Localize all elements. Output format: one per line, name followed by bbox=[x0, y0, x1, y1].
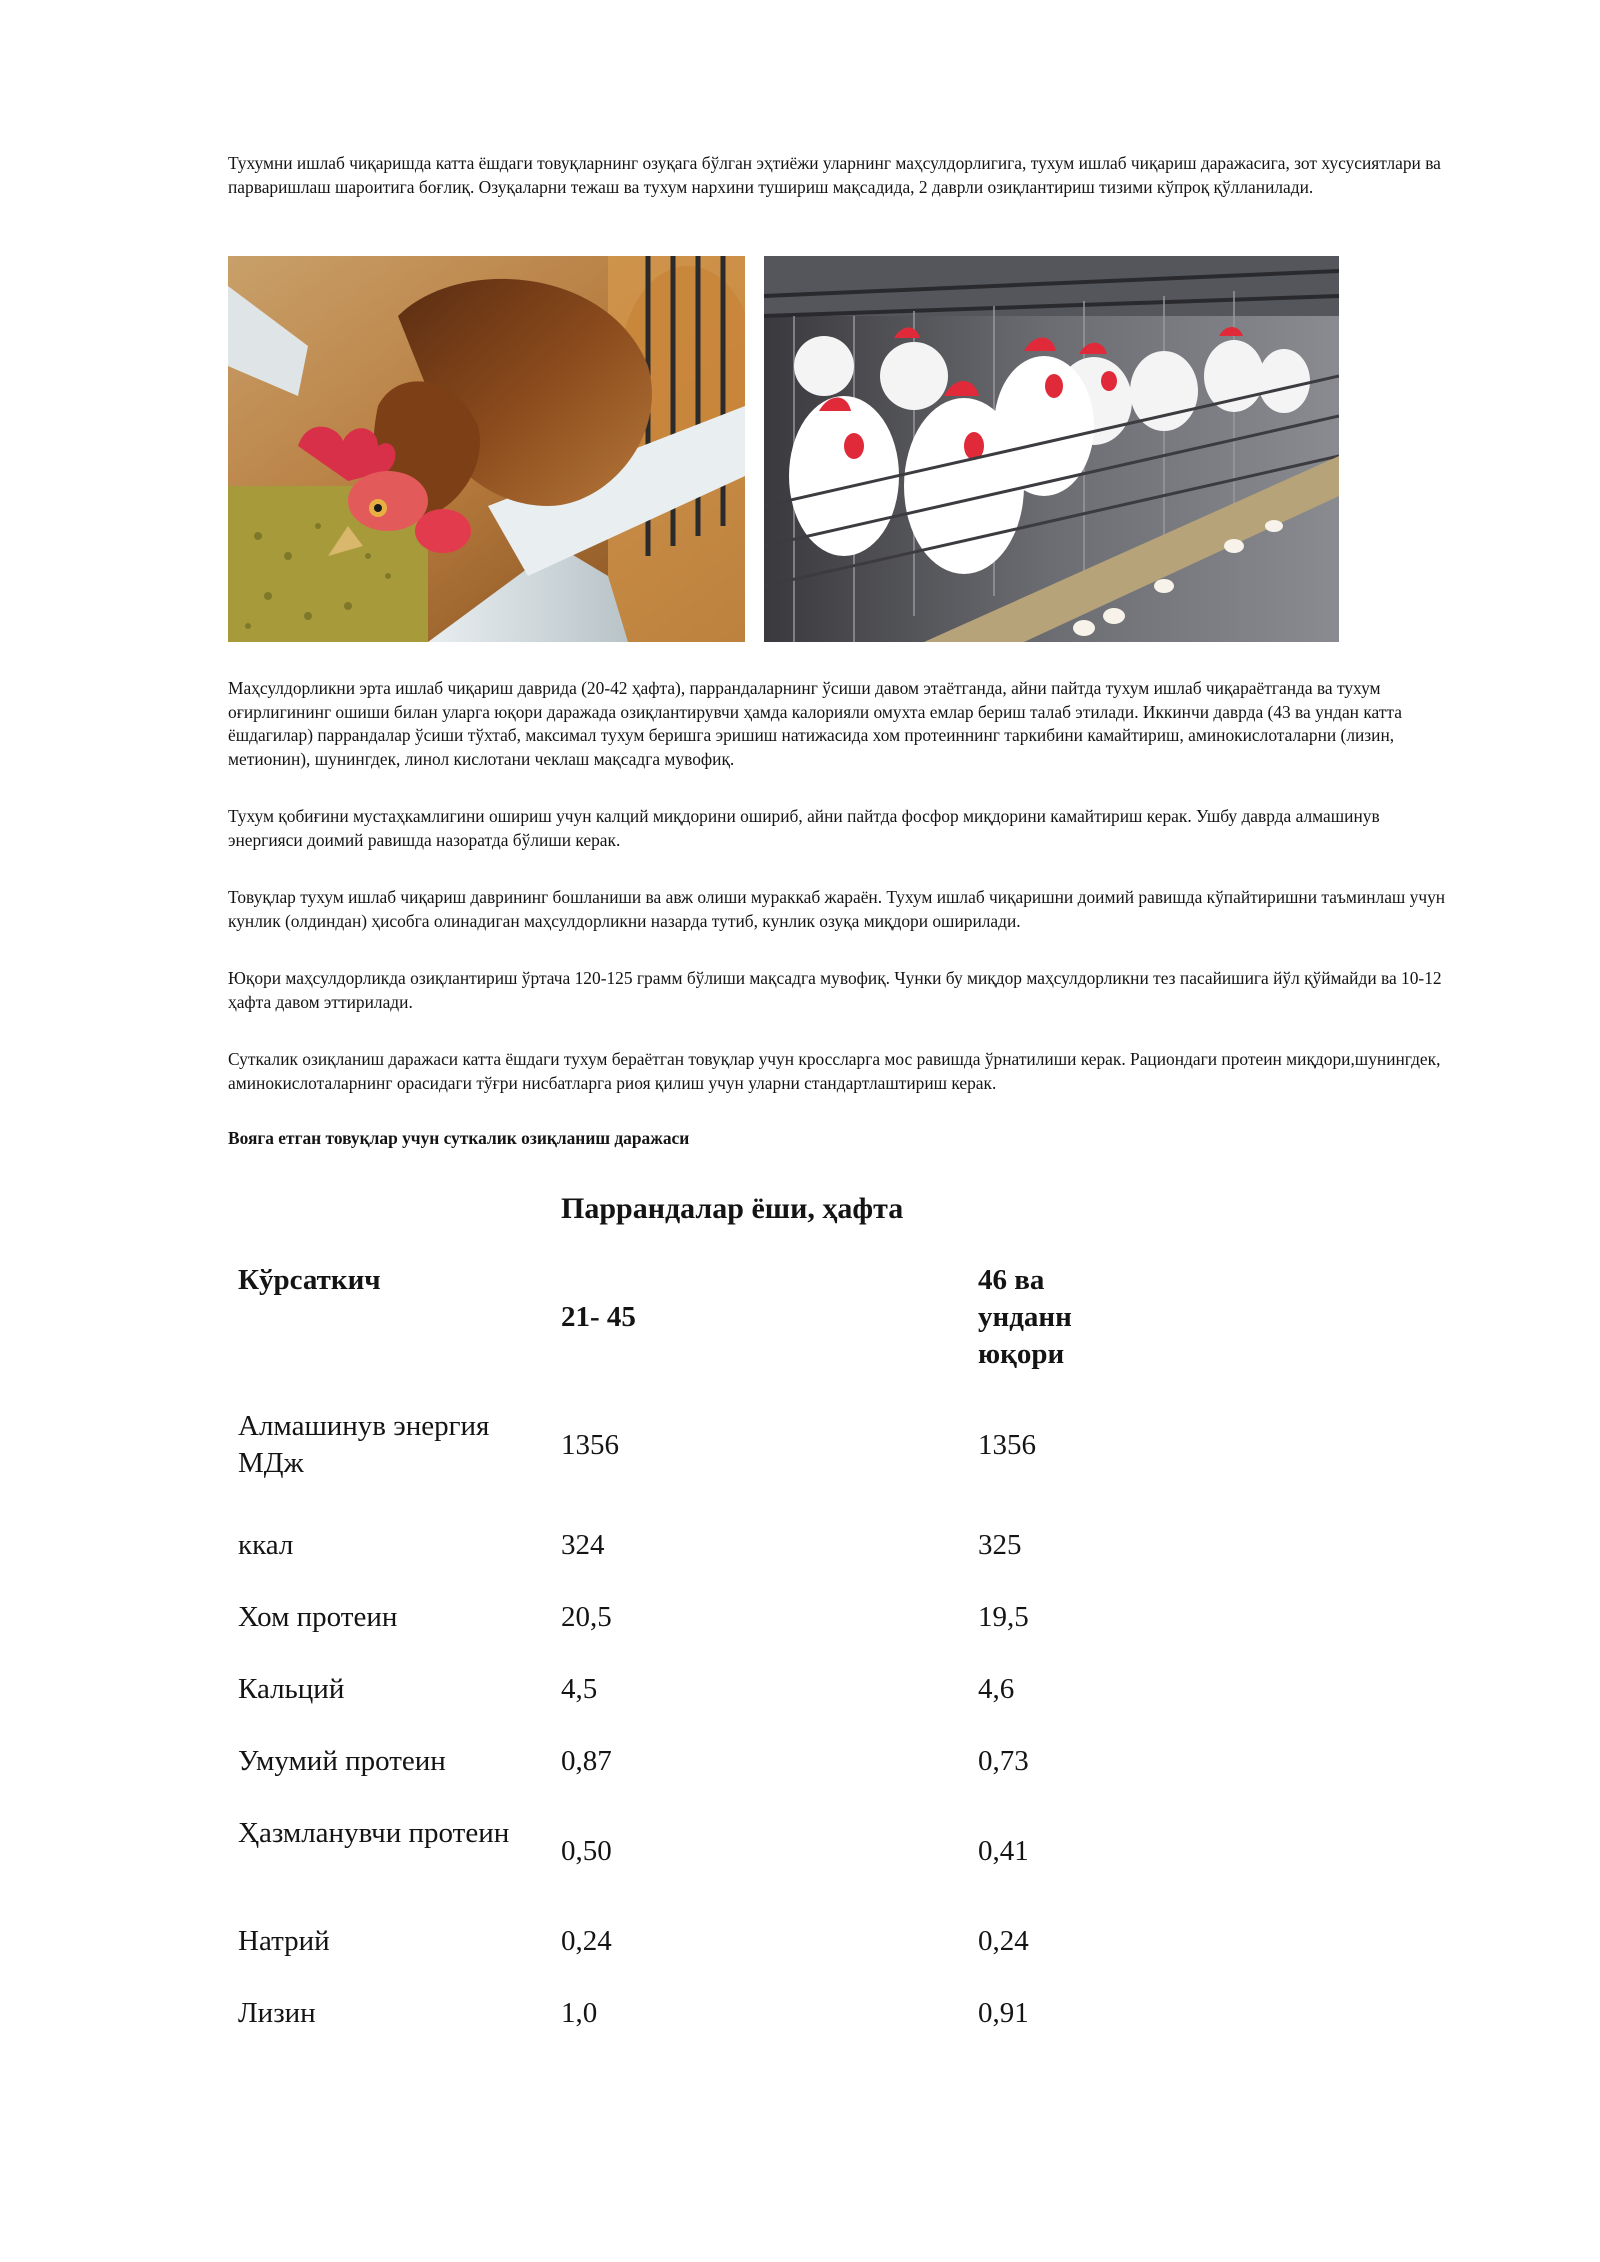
table-row-label: Хом протеин bbox=[238, 1601, 398, 1633]
table-row-value: 0,73 bbox=[978, 1745, 1029, 1777]
table-row-value: 0,50 bbox=[561, 1835, 612, 1867]
table-row-label: Алмашинув энергия МДж bbox=[238, 1410, 490, 1479]
table-row-value: 1,0 bbox=[561, 1997, 598, 2029]
table-row-value: 0,87 bbox=[561, 1745, 612, 1777]
table-row-value: 19,5 bbox=[978, 1601, 1029, 1633]
paragraph-periods: Маҳсулдорликни эрта ишлаб чиқариш даврида (20-42 ҳафта), паррандаларнинг ўсиши давом этаётганда, айни пайтда тухум ишлаб чиқараётганда ва тухум оғирлигининг ошиши билан уларга юқори даражада озиқлантирувчи ҳамда калорияли омухта емлар бериш талаб этилади. Иккинчи даврда (43 ва ундан катта ёшдагилар) паррандалар ўсиши тўхтаб, максимал тухум беришга эришиш натижасида хом протеиннинг таркибини камайтириш, аминокислоталарни (лизин, метионин), шунингдек, линол кислотани чеклаш мақсадга мувофиқ. bbox=[228, 678, 1402, 769]
table-row-value: 0,24 bbox=[561, 1925, 612, 1957]
table-row-value: 20,5 bbox=[561, 1601, 612, 1633]
hen-eating-feed-photo bbox=[228, 256, 745, 642]
table-row-label: Ҳазмланувчи протеин bbox=[238, 1817, 510, 1849]
table-row-value: 325 bbox=[978, 1529, 1022, 1561]
paragraph-feeding-amount: Юқори маҳсулдорликда озиқлантириш ўртача 120-125 грамм бўлиши мақсадга мувофиқ. Чунки бу миқдор маҳсулдорликни тез пасайишига йўл қўймайди ва 10-12 ҳафта давом эттирилади. bbox=[228, 968, 1442, 1012]
paragraph-daily-level: Суткалик озиқланиш даражаси катта ёшдаги тухум бераётган товуқлар учун кроссларга мос равишда ўрнатилиши керак. Рациондаги протеин миқдори,шунингдек, аминокислоталарнинг орасидаги тўғри нисбатларга риоя қилиш учун уларни стандартлаштириш керак. bbox=[228, 1049, 1441, 1093]
table-group-header: Паррандалар ёши, ҳафта bbox=[561, 1192, 904, 1225]
table-caption: Вояга етган товуқлар учун суткалик озиқланиш даражаси bbox=[228, 1128, 690, 1148]
table-row-value: 1356 bbox=[978, 1429, 1036, 1461]
table-row-label: Лизин bbox=[238, 1997, 316, 2029]
table-header-age-46-plus: 46 ва унданн юқори bbox=[978, 1264, 1072, 1370]
table-row-value: 324 bbox=[561, 1529, 605, 1561]
table-row-value: 0,41 bbox=[978, 1835, 1029, 1867]
white-hens-in-cages-photo bbox=[764, 256, 1339, 642]
table-row-label: Умумий протеин bbox=[238, 1745, 446, 1777]
intro-paragraph: Тухумни ишлаб чиқаришда катта ёшдаги товуқларнинг озуқага бўлган эҳтиёжи уларнинг маҳсулдорлигига, тухум ишлаб чиқариш даражасига, зот хусусиятлари ва парваришлаш шароитига боғлиқ. Озуқаларни тежаш ва тухум нархини тушириш мақсадида, 2 даврли озиқлантириш тизими кўпроқ қўлланилади. bbox=[228, 153, 1441, 197]
table-row-value: 4,6 bbox=[978, 1673, 1015, 1705]
table-header-age-21-45: 21- 45 bbox=[561, 1301, 636, 1333]
table-row-value: 4,5 bbox=[561, 1673, 598, 1705]
table-row-label: Кальций bbox=[238, 1673, 345, 1705]
paragraph-calcium: Тухум қобиғини мустаҳкамлигини ошириш учун калций миқдорини ошириб, айни пайтда фосфор миқдорини камайтириш керак. Ушбу даврда алмашинув энергияси доимий равишда назоратда бўлиши керак. bbox=[228, 806, 1380, 850]
table-row-value: 0,24 bbox=[978, 1925, 1029, 1957]
table-row-label: ккал bbox=[238, 1529, 294, 1561]
table-row-value: 1356 bbox=[561, 1429, 619, 1461]
paragraph-production-start: Товуқлар тухум ишлаб чиқариш даврининг бошланиши ва авж олиши мураккаб жараён. Тухум ишлаб чиқаришни доимий равишда кўпайтиришни таъминлаш учун кунлик (олдиндан) ҳисобга олинадиган маҳсулдорликни назарда тутиб, кунлик озуқа миқдори оширилади. bbox=[228, 887, 1446, 931]
table-header-indicator: Кўрсаткич bbox=[238, 1264, 381, 1296]
table-row-label: Натрий bbox=[238, 1925, 330, 1957]
table-row-value: 0,91 bbox=[978, 1997, 1029, 2029]
